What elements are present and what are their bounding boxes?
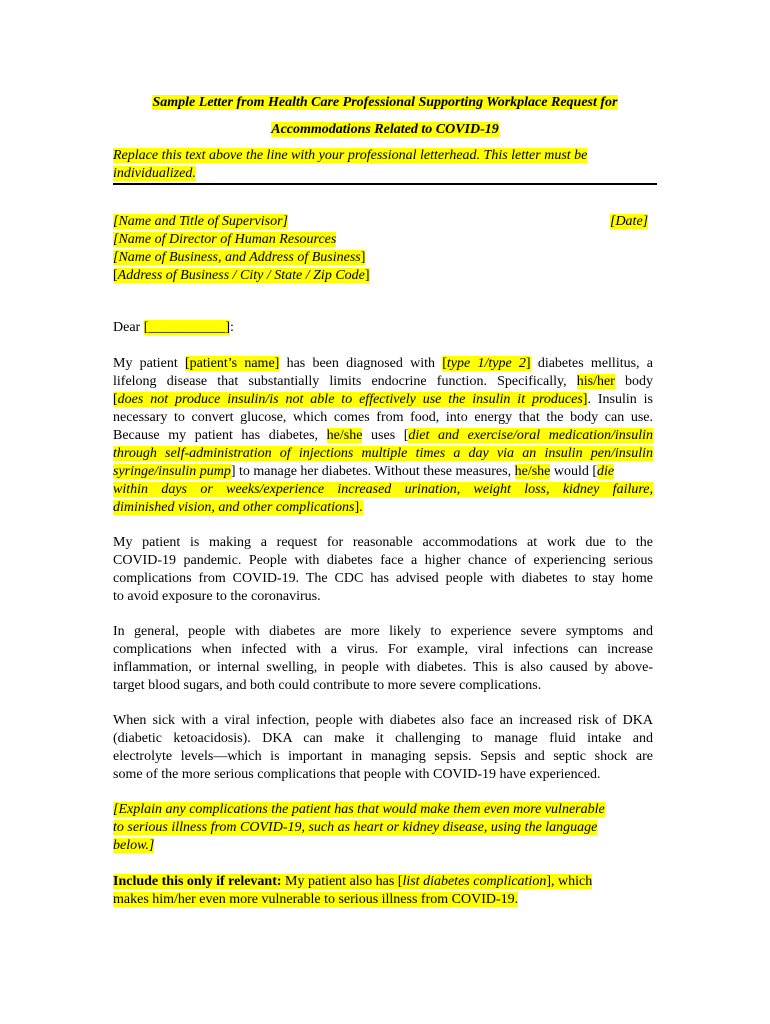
condition-placeholder: does not produce insulin/is not able to effectively use the insulin it produces xyxy=(117,392,583,407)
diabetes-type-placeholder: type 1/type 2 xyxy=(446,356,526,371)
paragraph-dka: When sick with a viral infection, people with diabetes also face an increased risk of DKA (diabetic ketoacidosis). DKA can make it challenging to manage fluid intake and electrolyte levels—which is important in managing sepsis. Sepsis and septic shock are some of the more serious complications that people with COVID-19 have experienced. xyxy=(113,713,653,782)
paragraph-severity: In general, people with diabetes are more likely to experience severe symptoms and complications when infected with a virus. For example, viral infections can increase inflammation, or internal swelling, in people with diabetes. This is also caused by above- target blood sugars, and both could contribute to more severe complications. xyxy=(113,624,653,693)
his-her-placeholder: his/her xyxy=(576,374,615,389)
letterhead-instruction: Replace this text above the line with your professional letterhead. This letter must be individualized. xyxy=(113,148,588,181)
letterhead-divider xyxy=(113,183,657,185)
letter-title-line-1: Sample Letter from Health Care Professional Supporting Workplace Request for xyxy=(152,95,618,110)
business-placeholder: [Name of Business, and Address of Business xyxy=(113,250,361,265)
complication-placeholder: list diabetes complication xyxy=(402,874,547,889)
letter-title-line-2: Accommodations Related to COVID-19 xyxy=(271,122,499,137)
salutation: Dear [___________]: xyxy=(113,320,234,335)
recipient-address-block: [Name and Title of Supervisor] [Name of Director of Human Resources [Name of Business, and Address of Business] [Address of Business / City / State / Zip Code] xyxy=(113,214,370,283)
relevance-label: Include this only if relevant: xyxy=(113,874,282,889)
treatment-placeholder: diet and exercise/oral medication/insulin xyxy=(408,428,653,443)
date-placeholder: [Date] xyxy=(610,214,649,229)
paragraph-request: My patient is making a request for reasonable accommodations at work due to the COVID-19 pandemic. People with diabetes face a higher chance of experiencing serious complications from COVID-19. The CDC has advised people with diabetes to stay home to avoid exposure to the coronavirus. xyxy=(113,535,653,604)
outcome-placeholder: die xyxy=(597,464,615,479)
paragraph-diagnosis: My patient [patient’s name] has been diagnosed with [type 1/type 2] diabetes mellitus, a lifelong disease that substantially limits endocrine function. Specifically, his/her body [does not produce insulin/is not able to effectively use the insulin it produces]. Insulin is necessary to convert glucose, which comes from food, into energy that the body can use. Because my patient has diabetes, he/she uses [diet and exercise/oral medication/insulin through self-administration of injections multiple times a day via an insulin pen/insulin syringe/insulin pump] to manage her diabetes. Without these measures, he/she would [die within days or weeks/experience increased urination, weight loss, kidney failure, diminished vision, and other complications]. xyxy=(113,356,654,515)
patient-name-placeholder: [patient’s name] xyxy=(185,356,280,371)
paragraph-relevant-complication: Include this only if relevant: My patient also has [list diabetes complication], which makes him/her even more vulnerable to serious illness from COVID-19. xyxy=(113,874,593,907)
director-placeholder: [Name of Director of Human Resources xyxy=(113,232,337,247)
he-she-placeholder: he/she xyxy=(326,428,363,443)
supervisor-placeholder: [Name and Title of Supervisor] xyxy=(113,214,289,229)
complications-instruction: [Explain any complications the patient has that would make them even more vulnerable to serious illness from COVID-19, such as heart or kidney disease, using the language below.] xyxy=(113,802,605,853)
location-placeholder: Address of Business / City / State / Zip Code xyxy=(117,268,365,283)
recipient-blank: [___________] xyxy=(143,320,231,335)
